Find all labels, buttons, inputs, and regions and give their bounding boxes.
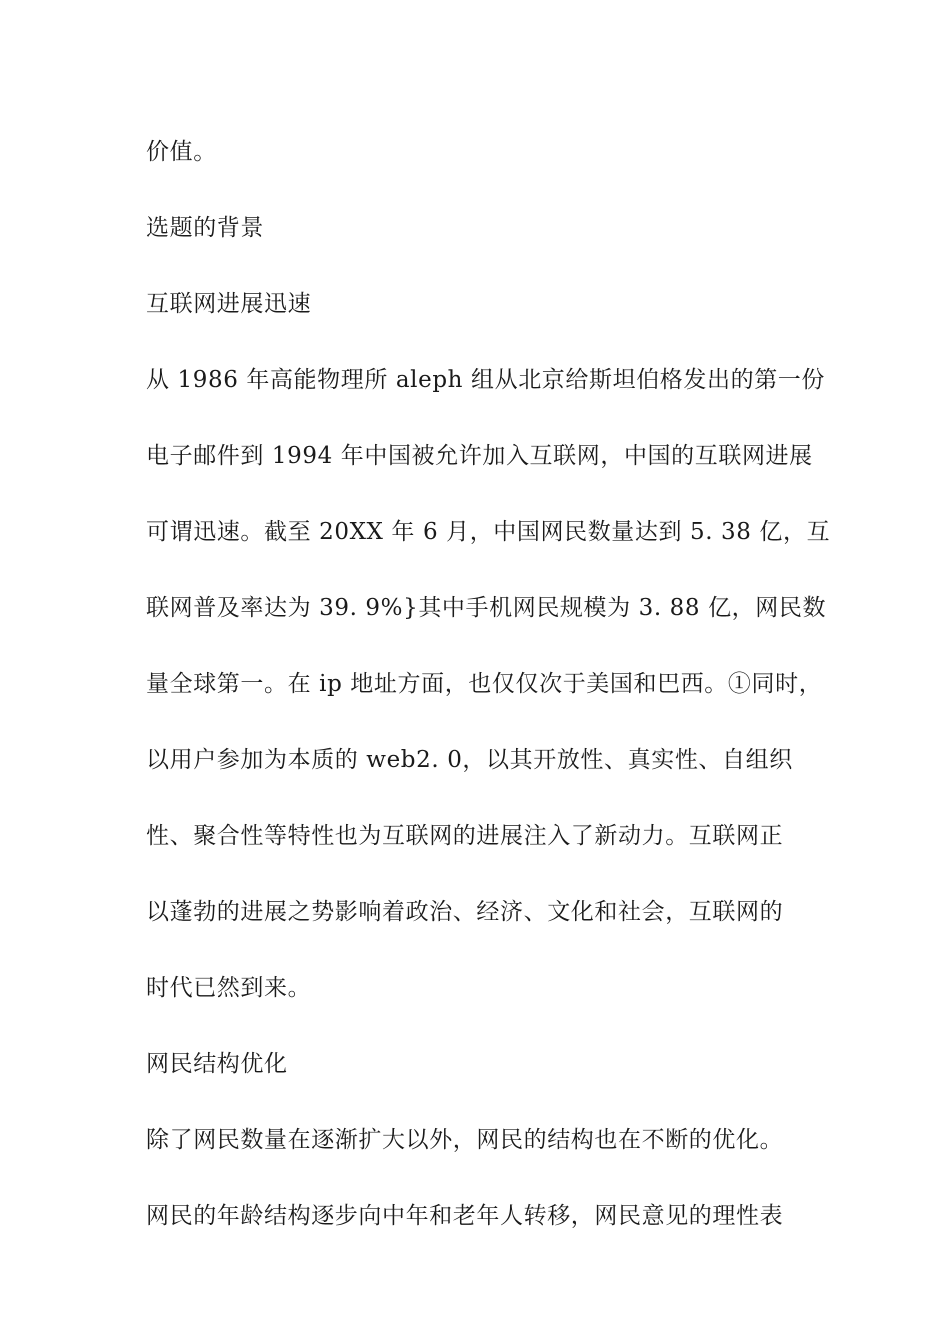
document-body: [146, 128, 831, 1268]
paragraph-line: 联网普及率达为 39. 9%}其中手机网民规模为 3. 88 亿，网民数: [146, 595, 827, 621]
paragraph-line: 价值。: [146, 139, 217, 165]
section-heading: 选题的背景: [146, 215, 264, 241]
subsection-heading: 网民结构优化: [146, 1051, 288, 1077]
paragraph-line: 性、聚合性等特性也为互联网的进展注入了新动力。互联网正: [146, 823, 784, 849]
paragraph-line: 时代已然到来。: [146, 975, 312, 1001]
paragraph-line: 量全球第一。在 ip 地址方面，也仅仅次于美国和巴西。①同时，: [146, 671, 823, 697]
paragraph-line: 除了网民数量在逐渐扩大以外，网民的结构也在不断的优化。: [146, 1127, 784, 1153]
paragraph-line: 以用户参加为本质的 web2. 0，以其开放性、真实性、自组织: [146, 747, 793, 773]
paragraph-line: 以蓬勃的进展之势影响着政治、经济、文化和社会，互联网的: [146, 899, 784, 925]
subsection-heading: 互联网进展迅速: [146, 291, 312, 317]
paragraph-line: 可谓迅速。截至 20XX 年 6 月，中国网民数量达到 5. 38 亿，互: [146, 519, 831, 545]
paragraph-line: 电子邮件到 1994 年中国被允许加入互联网，中国的互联网进展: [146, 443, 813, 469]
paragraph-line: 从 1986 年高能物理所 aleph 组从北京给斯坦伯格发出的第一份: [146, 367, 825, 393]
paragraph-line: 网民的年龄结构逐步向中年和老年人转移，网民意见的理性表: [146, 1203, 784, 1229]
